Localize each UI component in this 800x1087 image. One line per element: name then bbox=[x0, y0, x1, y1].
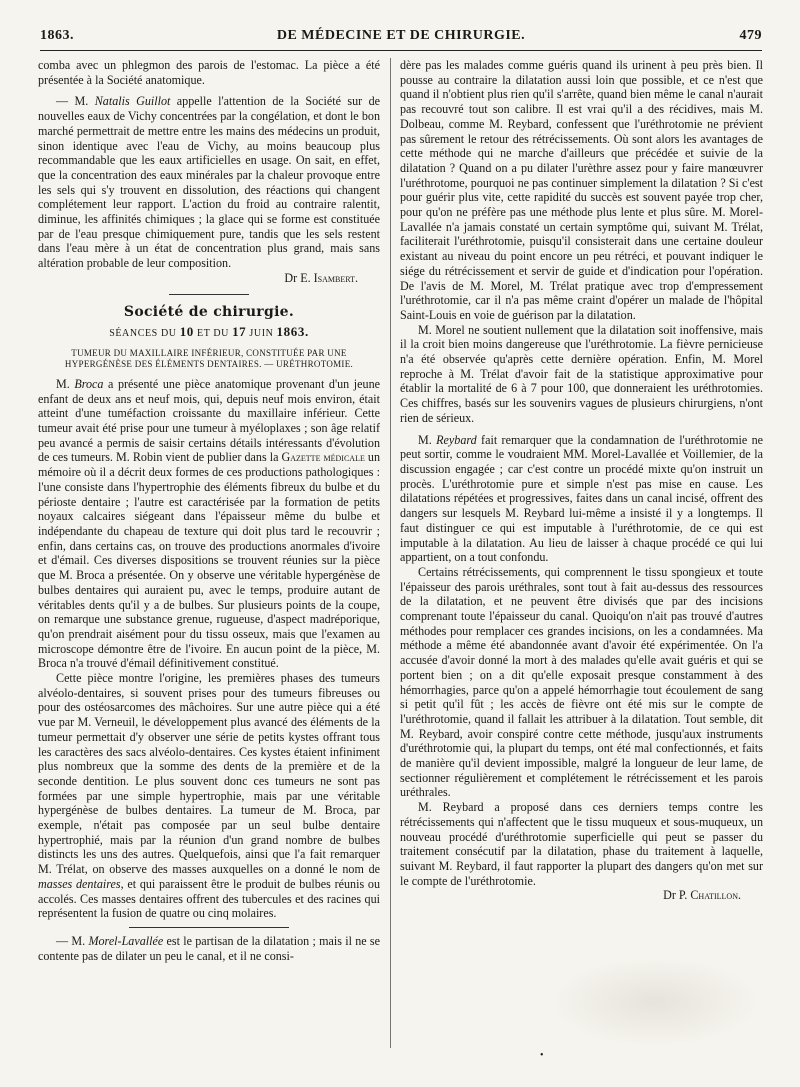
paragraph: M. Reybard a proposé dans ces derniers temps contre les rétrécissements qui n'affectent que le tissu muqueux et sous-muqueux, un nouveau procédé d'uréthrotomie superficielle qui peut se passer du traitement consécutif par la dilatation, phase du traitement à laquelle, suivant M. Reybard, il faut rapporter la plupart des dangers qu'on met sur le compte de l'uréthrotomie. bbox=[400, 800, 763, 888]
session-dates: SÉANCES DU 10 ET DU 17 JUIN 1863. bbox=[109, 324, 309, 340]
signature: Dr E. Isambert. bbox=[284, 270, 358, 285]
paragraph: M. Reybard fait remarquer que la condamnation de l'uréthrotomie ne peut sortir, comme le voudraient MM. Morel-Lavallée et Voillemier, de la discussion engagée ; car c'est contre un procédé mixte qu'on instruit un procès. L'uréthrotomie pure et simple n'est pas mise en cause. Les dilatations répétées et progressives, faites dans un canal incisé, offrent des dangers sur lesquels M. Reybard lui-même a insisté il y a longtemps. Il faut distinguer ce qui est imputable à l'uréthrotomie, de ce qui est imputable à la dilatation. Au lieu de laisser à chaque procédé ce qui lui appartient, on a tout confondu. bbox=[400, 432, 763, 565]
subsection-heading: TUMEUR DU MAXILLAIRE INFÉRIEUR, CONSTITUÉE PAR UNE HYPERGÉNÈSE DES ÉLÉMENTS DENTAIRES. — URÉTHROTOMIE. bbox=[64, 347, 354, 369]
paragraph: — M. Natalis Guillot appelle l'attention de la Société sur de nouvelles eaux de Vichy concentrées par la congélation, et dont le bon marché permettrait de mettre entre les mains des médecins un produit, sinon identique avec l'eau de Vichy, au moins beaucoup plus recommandable que les eaux artificielles en usage. On sait, en effet, que la concentration des eaux minérales par la chaleur provoque entre les sels qui s'y trouvent en dissolution, des réactions qui changent complétement leur rapport. L'action du froid au contraire ralentit, diminue, les affinités chimiques ; la glace qui se forme est constituée par de l'eau presque chimiquement pure, tandis que les sels restent dans l'eau mère à un état de concentration plus grand, mais sans altération probable de leur composition. bbox=[38, 94, 380, 271]
paragraph: — M. Morel-Lavallée est le partisan de la dilatation ; mais il ne se contente pas de dilater un peu le canal, et il ne consi- bbox=[38, 933, 380, 963]
paragraph: M. Broca a présenté une pièce anatomique provenant d'un jeune enfant de deux ans et neuf mois, qui, depuis neuf mois environ, était atteint d'une tuméfaction croissante du maxillaire inférieur. Cette tumeur avait été prise pour une tumeur à myéloplaxes ; son âge relatif peu avancé a permis de saisir certains détails intéressants d'évolution de ces tumeurs. M. Robin vient de publier dans la Gazette médicale un mémoire où il a décrit deux formes de ces productions pathologiques : l'une consiste dans l'hypertrophie des éléments fibreux du bulbe et du périoste dentaire ; l'autre est caractérisée par la formation de petits noyaux calcaires siégeant dans l'épaisseur même du bulbe et indépendante du chapeau de texture qui doit plus tard le recouvrir ; enfin, dans certains cas, on trouve des productions anormales d'ivoire et d'émail. Ces diverses dispositions se trouvent réunies sur la pièce que M. Broca a présentée. On y observe une véritable hypergénèse de bulbes dentaires qui auraient pu, avec le temps, produire autant de véritables dents qu'il y a de bulbes. Sur plusieurs points de la coupe, on remarque une substance grenue, rugueuse, d'aspect madréporique, qu'on prendrait aisément pour du tissu osseux, mais que l'examen au microscope démontre être de l'ivoire. En aucun point de la pièce, M. Broca n'a trouvé d'émail définitivement constitué. bbox=[38, 376, 380, 671]
left-column bbox=[38, 58, 380, 1078]
paragraph: Certains rétrécissements, qui comprennent le tissu spongieux et toute l'épaisseur des parois uréthrales, sont tout à fait au-dessus des ressources de la dilatation, et ne peuvent être divisés que par des incisions comprenant toute l'épaisseur du canal. Quoiqu'on n'ait pas trouvé d'autres méthodes pour remplacer ces grandes incisions, on les a condamnées. Ma méthode a même été abandonnée avant d'avoir été expérimentée. On l'a accusée d'avoir donné la mort à des malades qu'elle avait guéris et qui se portent bien ; on a dit qu'elle exposait presque constamment à des hémorrhagies, parce qu'on a appelé hémorrhagie tout écoulement de sang si petit qu'il fût ; les accès de fièvre ont été mis sur le compte de l'uréthrotomie, quand il fallait les attribuer à la dilatation. Tout semble, dit M. Reybard, avoir conspiré contre cette méthode, jusqu'aux instruments d'uréthrotomie qui, la plupart du temps, ont été mal confectionnés, et faits de manière qu'il devient impossible, malgré la longueur de leur lame, de sectionner régulièrement et complétement le rétrécissement et les parois uréthrales. bbox=[400, 564, 763, 800]
author-name: Natalis Guillot bbox=[94, 94, 171, 109]
running-title: DE MÉDECINE ET DE CHIRURGIE. bbox=[276, 28, 526, 43]
paragraph: Cette pièce montre l'origine, les premières phases des tumeurs alvéolo-dentaires, si souvent prises pour des tumeurs fibreuses ou pour des ostéosarcomes des mâchoires. Sur une autre pièce qui a été vue par M. Verneuil, le développement plus avancé des éléments de la tumeur permettait d'y observer une série de petits kystes offrant tous les caractères des sacs alvéolo-dentaires. Ces kystes étaient infiniment plus nombreux que la somme des dents de la première et de la seconde dentition. Le plus souvent donc ces tumeurs ne sont pas formées par une simple hypertrophie, mais par une véritable hypergénèse de bulbes dentaires. La tumeur de M. Broca, par exemple, n'était pas composée par un seul bulbe dentaire hypertrophié, mais par la réunion d'un grand nombre de bulbes distincts les uns des autres. Quelquefois, ainsi que l'a fait remarquer M. Trélat, on observe des masses auxquelles on a donné le nom de masses dentaires, et qui paraissent être le produit de bulbes réunis ou accolés. Ces masses dentaires offrent des tubercules et des racines qui représentent la fusion de quatre ou cinq molaires. bbox=[38, 671, 380, 921]
paragraph: comba avec un phlegmon des parois de l'estomac. La pièce a été présentée à la Société anatomique. bbox=[38, 58, 380, 87]
print-smudge bbox=[550, 957, 760, 1047]
page-header bbox=[40, 24, 762, 51]
paragraph: M. Morel ne soutient nullement que la dilatation soit inoffensive, mais il la croit bien moins dangereuse que l'uréthrotomie. La fièvre pernicieuse n'a été observée qu'après cette dernière opération. Enfin, M. Morel reproche à M. Trélat d'avoir fait de la statistique approximative pour établir la mortalité de 6 à 7 pour 100, que donneraient les uréthrotomies. Ces chiffres, basés sur les souvenirs vagues de plusieurs chirurgiens, n'ont rien de sérieux. bbox=[400, 322, 763, 425]
signature: Dr P. Chatillon. bbox=[663, 888, 741, 903]
print-mark: • bbox=[540, 1050, 544, 1061]
column-divider bbox=[390, 58, 391, 1048]
section-rule bbox=[169, 294, 249, 295]
header-year: 1863. bbox=[40, 28, 74, 43]
section-title: Société de chirurgie. bbox=[123, 303, 295, 320]
section-rule bbox=[129, 927, 289, 928]
right-column bbox=[400, 58, 763, 1078]
page-number: 479 bbox=[739, 28, 762, 43]
paragraph: dère pas les malades comme guéris quand ils urinent à peu près bien. Il pousse au contraire la dilatation aussi loin que possible, et ce n'est que quand il n'obtient plus rien qu'il s'arrête, quand bien même le canal n'aurait pas recouvré tout son calibre. Il est vrai qu'il a des récidives, mais M. Dolbeau, comme M. Reybard, confessent que l'uréthrotomie ne prévient pas sûrement le retour des rétrécissements. Où sont alors les avantages de cette méthode qui ne marche d'ailleurs que précédée et suivie de la dilatation ? Quand on a pu dilater l'urèthre assez pour y faire manœuvrer l'uréthrotome, pourquoi ne pas continuer simplement la dilatation ? Si c'est pour guérir plus vite, cette rapidité du succès est souvent payée trop cher, pour qu'on ne préfère pas une méthode plus lente et plus sûre. M. Morel-Lavallée n'a jamais constaté un certain symptôme qui, suivant M. Trélat, faciliterait l'uréthrotomie, puisqu'il consisterait dans une certaine douleur existant au niveau du point encore un peu rétréci, et pouvant indiquer le siége du rétrécissement et servir de guide et d'indication pour l'opération. De l'avis de M. Morel, M. Trélat pratique avec trop d'empressement l'uréthrotomie, car il n'a pas même craint d'opérer un malade de l'hôpital Saint-Louis en voie de guérison par la dilatation. bbox=[400, 58, 763, 322]
